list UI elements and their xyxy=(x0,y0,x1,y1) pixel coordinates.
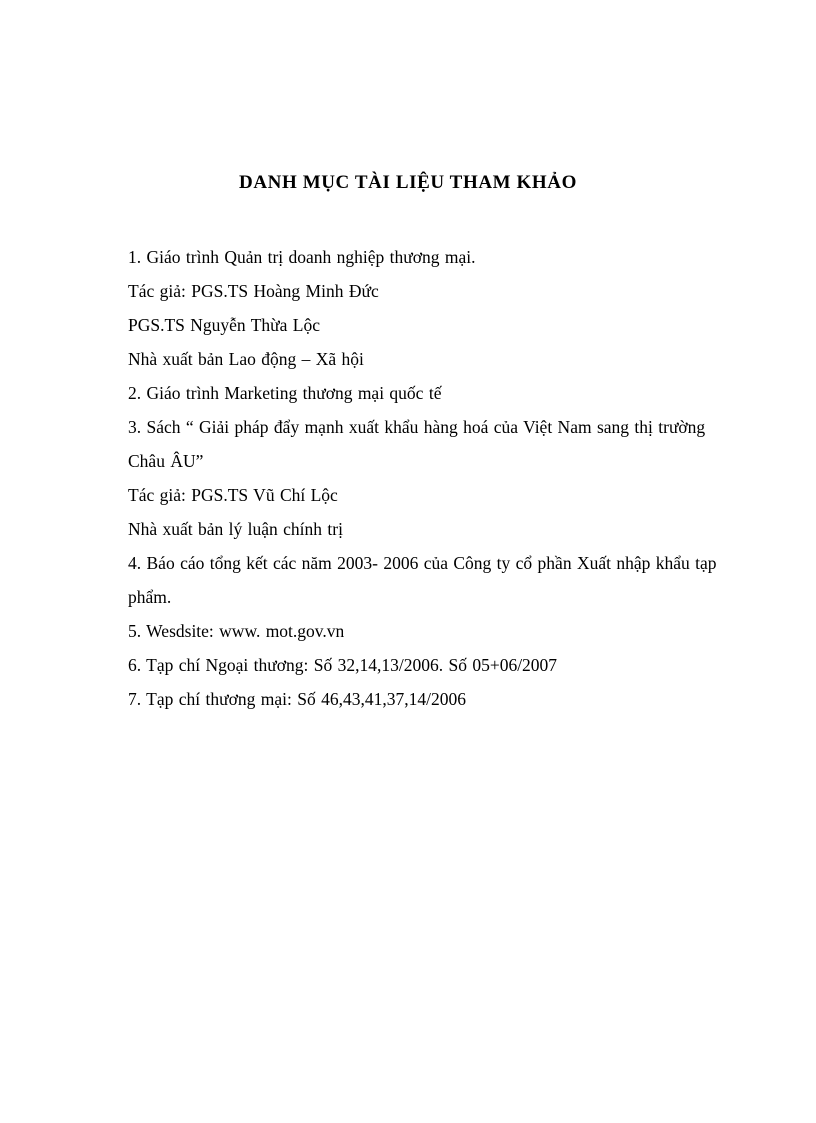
list-item: 5. Wesdsite: www. mot.gov.vn xyxy=(128,621,345,641)
list-item: 4. Báo cáo tổng kết các năm 2003- 2006 của Công ty cổ phần Xuất nhập khẩu tạp phẩm. xyxy=(128,553,717,607)
list-item: Nhà xuất bản Lao động – Xã hội xyxy=(128,349,364,369)
list-item: 6. Tạp chí Ngoại thương: Số 32,14,13/2006. Số 05+06/2007 xyxy=(128,655,558,675)
list-item: PGS.TS Nguyễn Thừa Lộc xyxy=(128,315,321,335)
page-title: DANH MỤC TÀI LIỆU THAM KHẢO xyxy=(239,172,577,193)
list-item: 2. Giáo trình Marketing thương mại quốc tế xyxy=(128,383,442,403)
list-item: Tác giả: PGS.TS Vũ Chí Lộc xyxy=(128,485,338,505)
list-item: Nhà xuất bản lý luận chính trị xyxy=(128,519,343,539)
list-item: 3. Sách “ Giải pháp đẩy mạnh xuất khẩu hàng hoá của Việt Nam sang thị trường Châu ÂU” xyxy=(128,417,706,471)
list-item: 7. Tạp chí thương mại: Số 46,43,41,37,14/2006 xyxy=(128,689,466,709)
list-item: Tác giả: PGS.TS Hoàng Minh Đức xyxy=(128,281,379,301)
list-item: 1. Giáo trình Quản trị doanh nghiệp thương mại. xyxy=(128,247,476,267)
reference-list xyxy=(0,240,816,716)
